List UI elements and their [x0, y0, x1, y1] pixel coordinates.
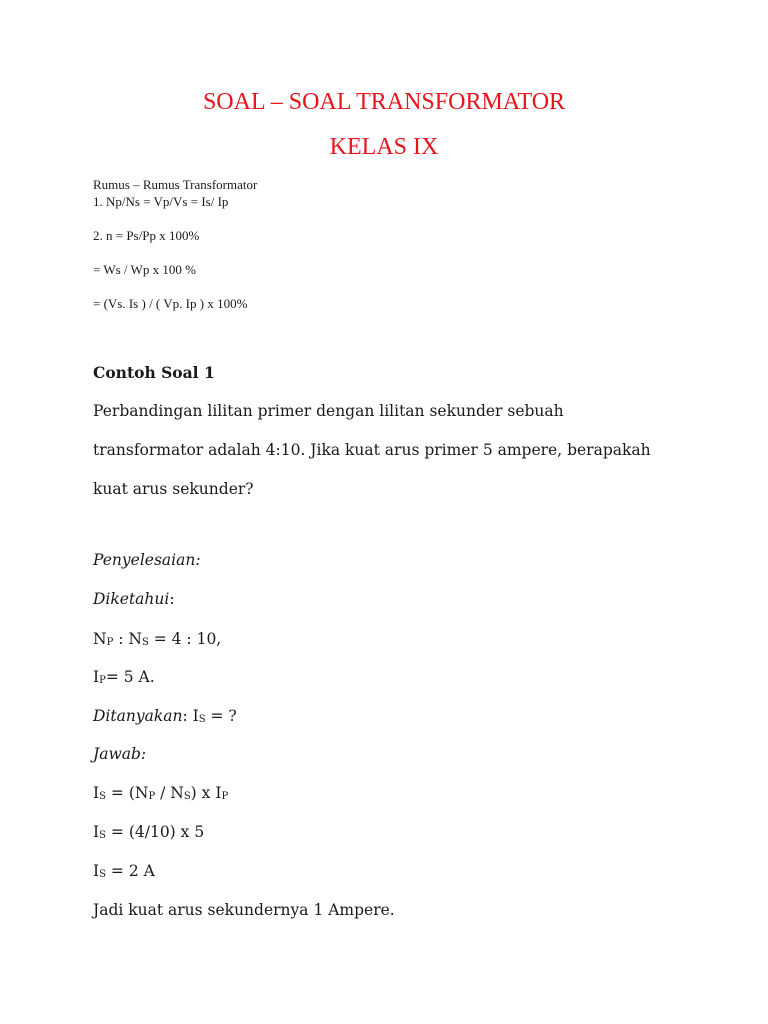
conclusion: Jadi kuat arus sekundernya 1 Ampere.: [93, 901, 395, 919]
example-heading: Contoh Soal 1: [93, 363, 215, 382]
answer-step-3: IS = 2 A: [93, 862, 155, 880]
question-line-2: transformator adalah 4:10. Jika kuat arus primer 5 ampere, berapakah: [93, 441, 651, 459]
formula-4: = (Vs. Is ) / ( Vp. Ip ) x 100%: [93, 296, 248, 311]
document-title: SOAL – SOAL TRANSFORMATOR: [202, 89, 566, 115]
known-label: Diketahui: [93, 590, 170, 608]
solution-label: Penyelesaian:: [93, 551, 201, 569]
known-label-line: [93, 588, 175, 610]
answer-step-1: IS = (NP / NS) x IP: [93, 784, 229, 802]
known-ratio: NP : NS = 4 : 10,: [93, 630, 222, 648]
known-colon: :: [169, 590, 175, 608]
formulas-heading: Rumus – Rumus Transformator: [93, 177, 258, 192]
answer-label: Jawab:: [93, 745, 147, 763]
known-current: IP= 5 A.: [93, 668, 155, 686]
document-subtitle: KELAS IX: [329, 134, 439, 160]
asked-line: Ditanyakan: IS = ?: [93, 707, 237, 725]
question-line-3: kuat arus sekunder?: [93, 480, 254, 498]
formula-3: = Ws / Wp x 100 %: [93, 262, 196, 277]
formula-2: 2. n = Ps/Pp x 100%: [93, 228, 200, 243]
asked-label: Ditanyakan: [93, 707, 183, 725]
question-line-1: Perbandingan lilitan primer dengan lilitan sekunder sebuah: [93, 402, 564, 420]
formula-1: 1. Np/Ns = Vp/Vs = Is/ Ip: [93, 194, 229, 209]
answer-step-2: IS = (4/10) x 5: [93, 823, 205, 841]
